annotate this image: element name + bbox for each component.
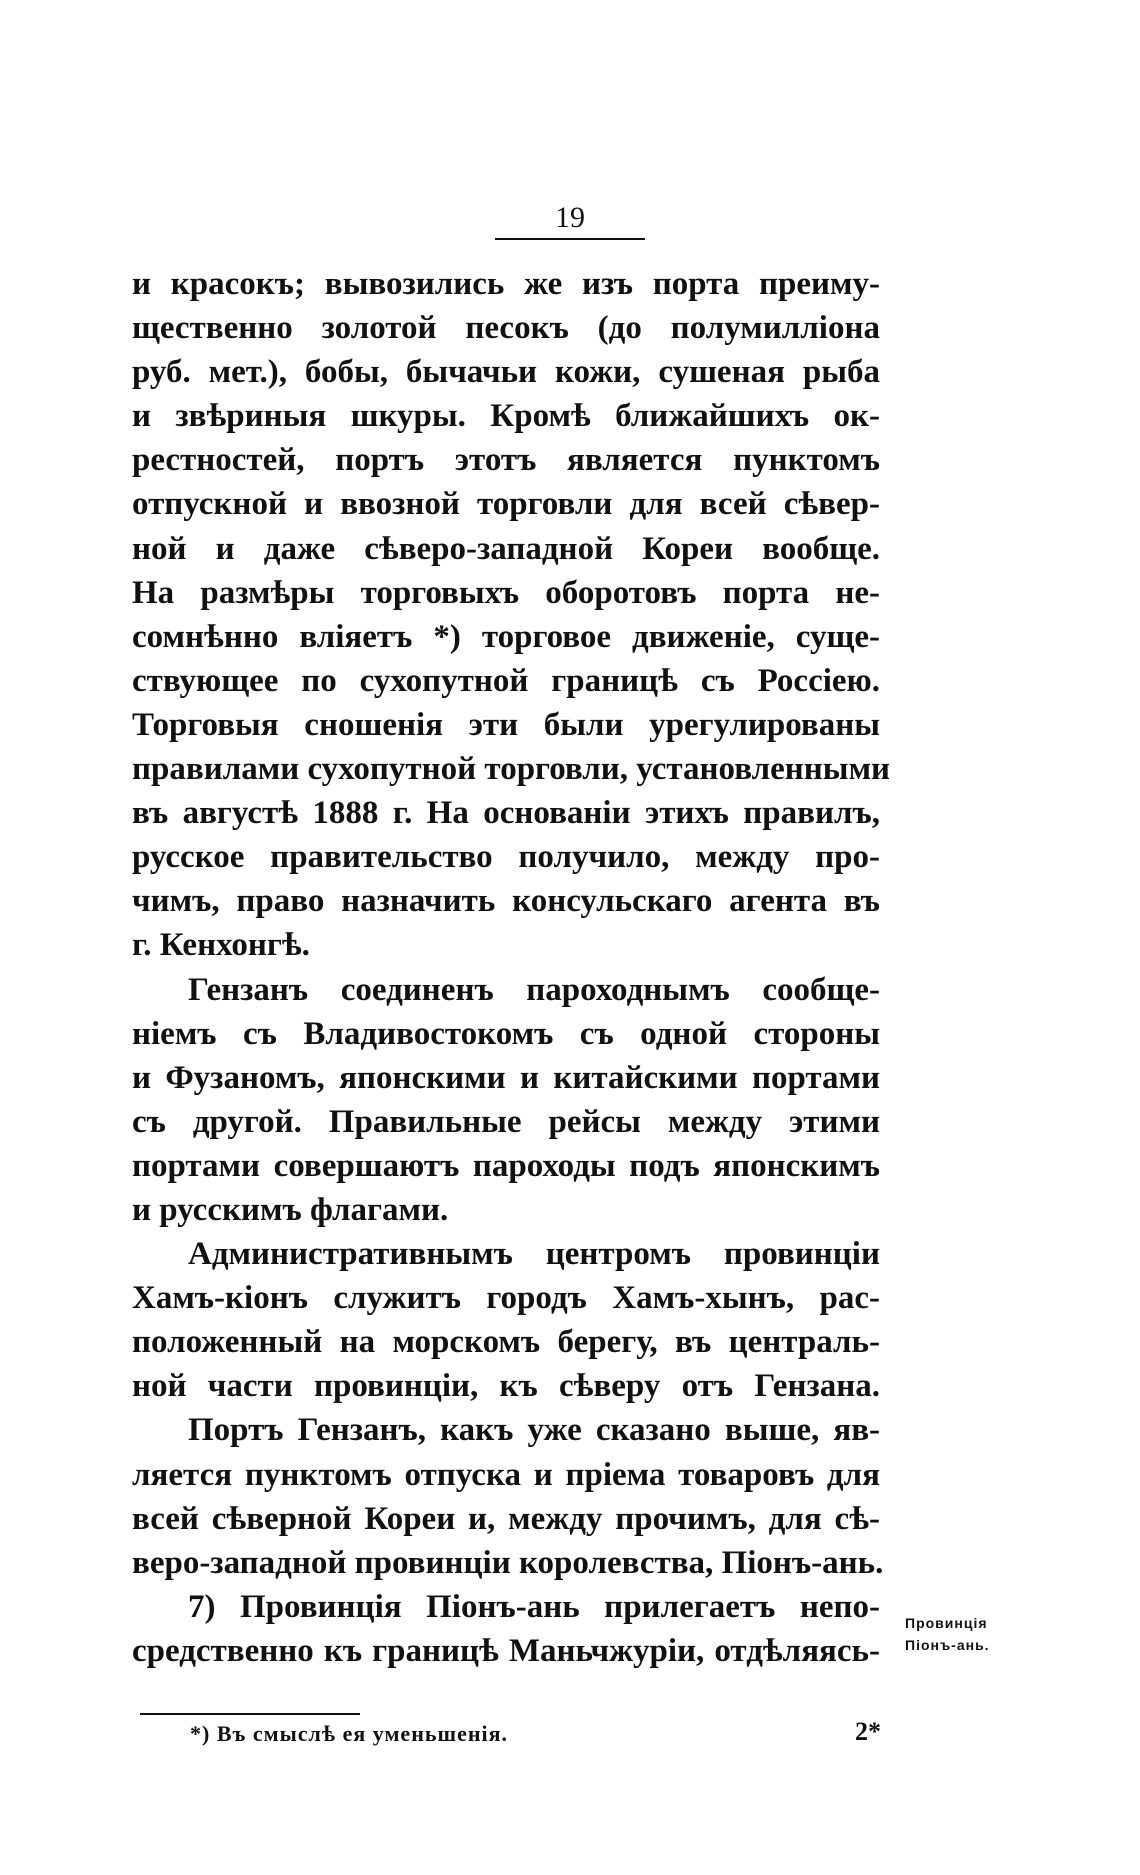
margin-note [905, 1612, 1035, 1656]
footnote: *) Въ смыслѣ ея уменьшенія. [190, 1721, 509, 1746]
text-line: сомнѣнно вліяетъ *) торговое движеніе, суще- [132, 618, 880, 655]
text-line: щественно золотой песокъ (до полумилліона [132, 310, 880, 347]
text-line: рестностей, портъ этотъ является пунктомъ [132, 442, 880, 479]
text-line: чимъ, право назначить консульскаго агента въ [132, 883, 880, 920]
text-line: ніемъ съ Владивостокомъ съ одной стороны [132, 1015, 880, 1052]
text-line: портами совершаютъ пароходы подъ японскимъ [132, 1147, 880, 1184]
text-line: веро-западной провинціи королевства, Піонъ-ань. [132, 1544, 884, 1581]
text-line: ляется пунктомъ отпуска и пріема товаровъ для [132, 1456, 880, 1493]
text-line: ной и даже сѣверо-западной Кореи вообще. [132, 530, 880, 567]
text-line: 7) Провинція Піонъ-ань прилегаетъ непо- [188, 1588, 880, 1625]
text-line: и красокъ; вывозились же изъ порта преиму- [132, 266, 880, 302]
text-line: положенный на морскомъ берегу, въ централь- [132, 1324, 880, 1361]
page-number: 19 [555, 201, 585, 234]
text-line: и звѣриныя шкуры. Кромѣ ближайшихъ ок- [132, 398, 880, 435]
text-line: всей сѣверной Кореи и, между прочимъ, для сѣ- [132, 1500, 880, 1537]
page-number-rule [495, 238, 645, 240]
text-line: Хамъ-кіонъ служитъ городъ Хамъ-хынъ, рас- [132, 1280, 880, 1317]
text-line: Торговыя сношенія эти были урегулированы [132, 706, 880, 743]
text-line: На размѣры торговыхъ оборотовъ порта не- [132, 574, 880, 611]
body-text [132, 262, 891, 1673]
text-line: г. Кенхонгѣ. [132, 927, 310, 964]
margin-note-line: Піонъ-ань. [905, 1637, 990, 1653]
text-line: отпускной и ввозной торговли для всей сѣвер- [132, 486, 880, 523]
signature-mark: 2* [855, 1717, 881, 1746]
text-line: ной части провинціи, къ сѣверу отъ Гензана. [132, 1368, 880, 1405]
text-line: руб. мет.), бобы, бычачьи кожи, сушеная рыба [132, 354, 880, 391]
text-line: ствующее по сухопутной границѣ съ Россіею. [132, 662, 880, 699]
text-line: средственно къ границѣ Маньчжуріи, отдѣляясь- [132, 1632, 880, 1669]
footnote-rule [140, 1713, 360, 1715]
text-line: и Фузаномъ, японскими и китайскими портами [132, 1059, 880, 1096]
text-line: Гензанъ соединенъ пароходнымъ сообще- [188, 971, 880, 1008]
text-line: Портъ Гензанъ, какъ уже сказано выше, яв- [188, 1412, 880, 1449]
text-line: въ августѣ 1888 г. На основаніи этихъ правилъ, [132, 795, 880, 832]
margin-note-line: Провинція [905, 1615, 988, 1631]
text-line: съ другой. Правильные рейсы между этими [132, 1103, 880, 1140]
text-line: Административнымъ центромъ провинціи [188, 1236, 880, 1273]
text-line: и русскимъ флагами. [132, 1191, 449, 1228]
text-line: русское правительство получило, между про- [132, 839, 880, 876]
text-line: правилами сухопутной торговли, установленными [132, 751, 891, 788]
